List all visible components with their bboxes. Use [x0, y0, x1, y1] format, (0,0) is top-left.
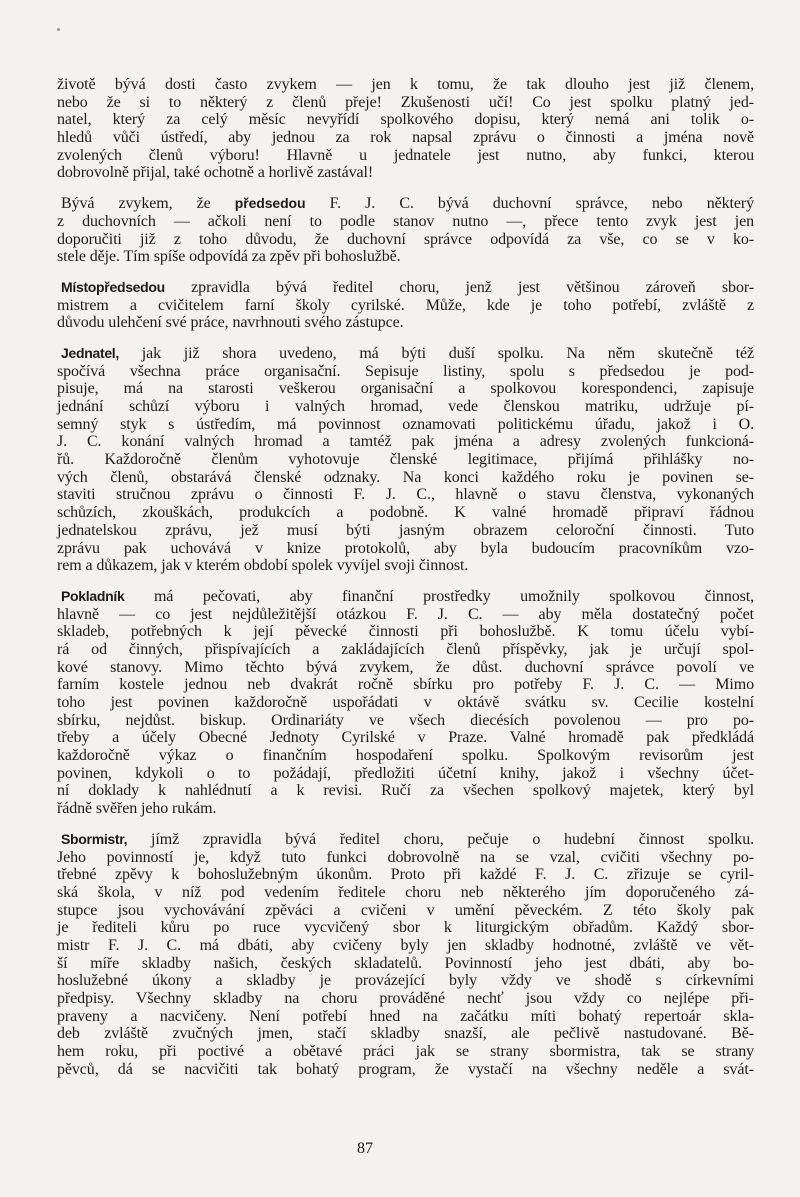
- text-span: sbírku, nejdůst. biskup. Ordinariáty ve všech diecésích povolenou — pro po-: [57, 711, 754, 729]
- text-span: farním kostele jednou neb dvakrát ročně sbírku pro potřeby F. J. C. — Mimo: [57, 676, 754, 694]
- text-line: [57, 147, 754, 165]
- text-span: ní doklady k nahlédnutí a k revisi. Ručí za všechen spolkový majetek, který byl: [57, 782, 754, 800]
- text-line: [57, 1008, 754, 1026]
- text-line: [57, 279, 754, 297]
- text-span: deb zvláště zvučných jmen, stačí skladby snazší, ale pečlivě nastudované. Bě-: [57, 1025, 754, 1043]
- text-span: zprávu pak uchovává v knize protokolů, aby byla budoucím pracovníkům vzo-: [57, 539, 754, 557]
- scan-speck: [57, 28, 60, 31]
- text-line: [57, 433, 754, 451]
- section-lead-term: Sbormistr,: [61, 830, 128, 847]
- text-line: [57, 765, 754, 783]
- paragraph: [57, 831, 754, 1079]
- text-line: [57, 919, 754, 937]
- text-span: rá od činných, přispívajících a zakládajících členů příspěvky, jak je určují spol-: [57, 640, 754, 658]
- text-span: F. J. C. bývá duchovní správce, nebo některý: [305, 195, 754, 213]
- section-lead-term: Jednatel,: [61, 344, 119, 361]
- bold-term: předsedou: [234, 195, 306, 212]
- text-line: [57, 557, 754, 575]
- text-span: kové stanovy. Mimo těchto bývá zvykem, že důst. duchovní správce povolí ve: [57, 658, 754, 676]
- text-span: hlavně — co jest nejdůležitější otázkou F. J. C. — aby měla dostatečný počet: [57, 605, 754, 623]
- text-line: [57, 937, 754, 955]
- text-span: nebo že si to některý z členů přeje! Zkušenosti učí! Co jest spolku platný jed-: [57, 93, 754, 111]
- text-span: stele děje. Tím spíše odpovídá za zpěv při bohoslužbě.: [57, 248, 401, 266]
- text-span: vých členů, obstarává členské odznaky. Na konci každého roku je povinen se-: [57, 468, 754, 486]
- text-line: [57, 522, 754, 540]
- text-line: [57, 363, 754, 381]
- text-span: hoslužebné úkony a skladby je provázející byly vždy ve shodě s církevními: [57, 972, 754, 990]
- text-line: [57, 955, 754, 973]
- text-line: [57, 884, 754, 902]
- text-span: z duchovních — ačkoli není to podle stanov nutno —, přece tento zvyk jest jen: [57, 212, 754, 230]
- text-line: [57, 972, 754, 990]
- text-line: [57, 76, 754, 94]
- text-line: [57, 486, 754, 504]
- text-span: hem roku, při poctivé a obětavé práci jak se strany sbormistra, tak se strany: [57, 1043, 754, 1061]
- text-line: [57, 314, 754, 332]
- text-line: [57, 694, 754, 712]
- text-line: [57, 588, 754, 606]
- text-line: [57, 676, 754, 694]
- text-span: semný styk s ústředím, má povinnost oznamovati politickému úřadu, jakož i O.: [57, 415, 754, 433]
- text-line: [57, 297, 754, 315]
- text-span: praveny a nacvičeny. Není potřebí hned na začátku míti bohatý repertoár skla-: [57, 1007, 754, 1025]
- section-lead-term: Místopředsedou: [61, 278, 165, 295]
- text-span: pěvců, dá se nacvičiti tak bohatý program, že vystačí na všechny neděle a svát-: [57, 1060, 754, 1078]
- text-span: zvolených členů výboru! Hlavně u jednatele jest nutno, aby funkci, kterou: [57, 146, 754, 164]
- text-line: [57, 345, 754, 363]
- text-line: [57, 641, 754, 659]
- text-line: [57, 747, 754, 765]
- text-span: řádně svěřen jeho rukám.: [57, 800, 217, 818]
- text-line: [57, 504, 754, 522]
- text-line: [57, 831, 754, 849]
- text-line: [57, 416, 754, 434]
- text-line: [57, 380, 754, 398]
- text-line: [57, 729, 754, 747]
- text-span: hledů vůči ústředí, aby jednou za rok napsal zprávu o činnosti a jména nově: [57, 129, 754, 147]
- text-span: zpravidla bývá ředitel choru, jenž jest většinou zároveň sbor-: [164, 278, 754, 296]
- text-line: [57, 782, 754, 800]
- text-span: jednání schůzí výboru i valných hromad, vede členskou matriku, udržuje pí-: [57, 398, 754, 415]
- paragraph: [57, 279, 754, 332]
- text-line: [57, 1061, 754, 1079]
- text-line: [57, 990, 754, 1008]
- text-line: [57, 712, 754, 730]
- text-span: skladeb, potřebných k její pěvecké činnosti při bohoslužbě. K tomu účelu vybí-: [57, 623, 754, 641]
- text-span: stupce jsou vychovávání zpěváci a cvičeni v umění pěveckém. Z této školy pak: [57, 901, 754, 919]
- text-line: [57, 849, 754, 867]
- text-span: má pečovati, aby finanční prostředky umožnily spolkovou činnost,: [124, 587, 754, 605]
- text-span: povinen, kdykoli o to požádají, předložiti účetní knihy, jakož i všechny účet-: [57, 764, 754, 782]
- page-body: [57, 76, 754, 1091]
- text-line: [57, 902, 754, 920]
- text-span: Bývá zvykem, že: [61, 195, 235, 213]
- text-line: [57, 231, 754, 249]
- text-span: doporučiti již z toho důvodu, že duchovní správce odpovídá za vše, co se v ko-: [57, 230, 754, 248]
- text-span: Jeho povinností je, když tuto funkci dobrovolně na se vzal, cvičiti všechny po-: [57, 848, 754, 866]
- text-span: natel, který za celý měsíc nevyřídí spolkového dopisu, který nemá ani tolik o-: [57, 111, 754, 129]
- text-line: [57, 164, 754, 182]
- text-span: schůzích, zkouškách, produkcích a podobně. K valné hromadě připraví řádnou: [57, 504, 754, 522]
- text-span: J. C. konání valných hromad a tamtéž pak jména a adresy zvolených funkcioná-: [57, 433, 754, 451]
- text-span: třeby a účely Obecné Jednoty Cyrilské v Praze. Valné hromadě pak předkládá: [57, 729, 754, 747]
- text-span: je řediteli kůru po ruce vycvičený sbor k liturgickým obřadům. Každý sbor-: [57, 919, 754, 937]
- text-line: [57, 659, 754, 677]
- text-line: [57, 540, 754, 558]
- text-span: řů. Každoročně členům vyhotovuje členské legitimace, přijímá přihlášky no-: [57, 451, 754, 469]
- page-number: 87: [357, 1140, 373, 1157]
- text-span: třebné zpěvy k bohoslužebným úkonům. Proto při každé F. J. C. zřizuje se cyril-: [57, 866, 754, 884]
- text-line: [57, 623, 754, 641]
- text-span: dobrovolně přijal, také ochotně a horlivě zastával!: [57, 164, 374, 182]
- text-span: rem a důkazem, jak v kterém období spolek vyvíjel svoji činnost.: [57, 557, 469, 575]
- text-span: ská škola, v níž pod vedením ředitele choru neb některého jím doporučeného zá-: [57, 883, 754, 901]
- text-span: jednatelskou zprávu, jež musí býti jasným obrazem celoroční činnosti. Tuto: [57, 521, 754, 539]
- text-span: předpisy. Všechny skladby na choru prováděné nechť jsou vždy co nejlépe při-: [57, 990, 754, 1007]
- text-span: jímž zpravidla bývá ředitel choru, pečuje o hudební činnost spolku.: [127, 830, 754, 848]
- text-line: [57, 451, 754, 469]
- text-span: mistr F. J. C. má dbáti, aby cvičeny byly jen skladby hodnotné, zvláště ve vět-: [57, 936, 754, 954]
- text-line: [57, 195, 754, 213]
- paragraph: [57, 588, 754, 818]
- text-line: [57, 1025, 754, 1043]
- text-line: [57, 398, 754, 416]
- text-line: [57, 866, 754, 884]
- paragraph: [57, 345, 754, 575]
- paragraph: [57, 76, 754, 182]
- text-line: [57, 111, 754, 129]
- text-span: pisuje, má na starosti veškerou organisační a spolkovou korespondenci, zapisuje: [57, 380, 754, 398]
- text-span: životě bývá dosti často zvykem — jen k tomu, že tak dlouho jest již členem,: [57, 76, 754, 93]
- text-span: důvodu ulehčení své práce, navrhnouti svého zástupce.: [57, 314, 404, 332]
- text-span: jak již shora uvedeno, má býti duší spolku. Na něm skutečně též: [119, 344, 754, 362]
- text-span: mistrem a cvičitelem farní školy cyrilské. Může, kde je toho potřebí, zvláště z: [57, 296, 754, 314]
- text-line: [57, 469, 754, 487]
- text-line: [57, 94, 754, 112]
- paragraph: [57, 195, 754, 266]
- text-line: [57, 213, 754, 231]
- section-lead-term: Pokladník: [61, 587, 125, 604]
- text-span: staviti stručnou zprávu o činnosti F. J. C., hlavně o stavu členstva, vykonaných: [57, 486, 754, 504]
- text-span: každoročně výkaz o finančním hospodaření spolku. Spolkovým revisorům jest: [57, 747, 754, 765]
- text-span: spočívá všechna práce organisační. Sepisuje listiny, spolu s předsedou je pod-: [57, 362, 754, 380]
- text-line: [57, 606, 754, 624]
- text-span: toho jest povinen každoročně uspořádati v oktávě svátku sv. Cecilie kostelní: [57, 694, 754, 711]
- text-line: [57, 1043, 754, 1061]
- text-line: [57, 129, 754, 147]
- text-span: ší míře skladby našich, českých skladatelů. Povinností jeho jest dbáti, aby bo-: [57, 954, 754, 972]
- text-line: [57, 800, 754, 818]
- text-line: [57, 248, 754, 266]
